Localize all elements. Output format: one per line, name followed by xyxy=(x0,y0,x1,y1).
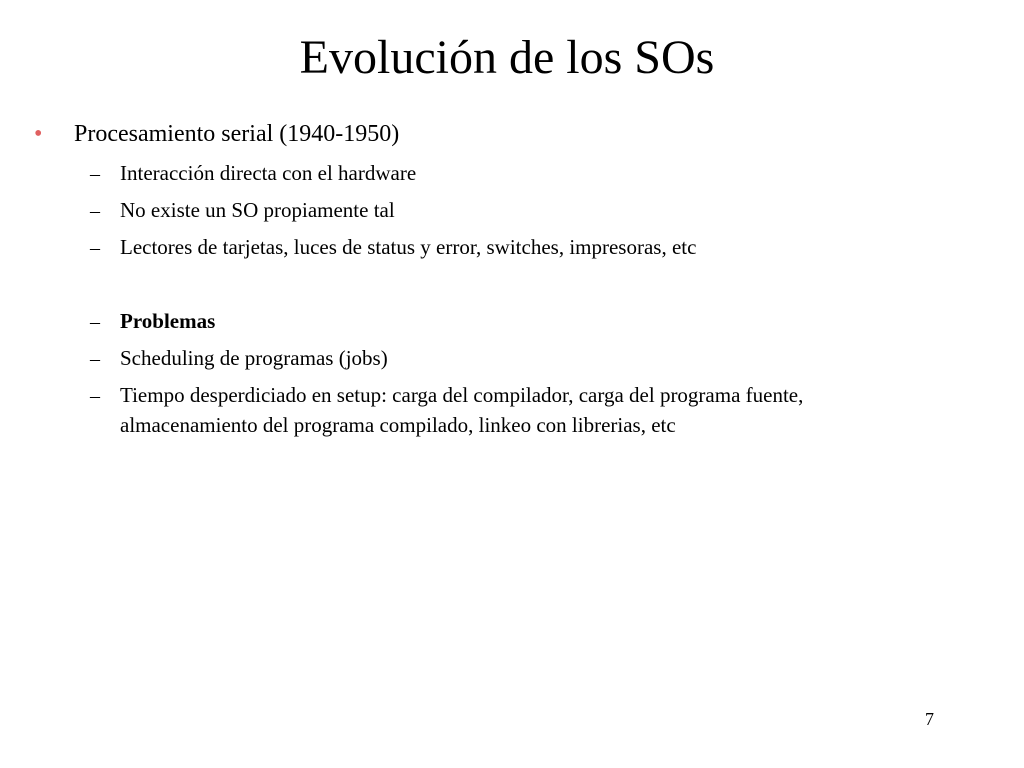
bullet-text: Procesamiento serial (1940-1950) xyxy=(74,121,400,147)
sub-bullet-text: Tiempo desperdiciado en setup: carga del compilador, carga del programa fuente, xyxy=(120,383,804,407)
sub-bullet-marker: – xyxy=(90,348,100,370)
sub-bullet-text: Interacción directa con el hardware xyxy=(120,161,417,185)
sub-bullet-text-continuation: almacenamiento del programa compilado, linkeo con librerias, etc xyxy=(120,413,676,437)
sub-bullet-text: No existe un SO propiamente tal xyxy=(120,198,395,222)
bullet-marker: • xyxy=(34,121,43,147)
sub-bullet-marker: – xyxy=(90,163,100,185)
sub-bullet-marker: – xyxy=(90,200,100,222)
sub-bullet-text-bold: Problemas xyxy=(120,309,216,333)
sub-bullet-text: Scheduling de programas (jobs) xyxy=(120,346,388,370)
page-number: 7 xyxy=(925,709,934,729)
sub-bullet-marker: – xyxy=(90,237,100,259)
sub-bullet-text: Lectores de tarjetas, luces de status y error, switches, impresoras, etc xyxy=(120,235,697,259)
sub-bullet-marker: – xyxy=(90,311,100,333)
sub-bullet-marker: – xyxy=(90,385,100,407)
slide-title: Evolución de los SOs xyxy=(299,31,715,84)
